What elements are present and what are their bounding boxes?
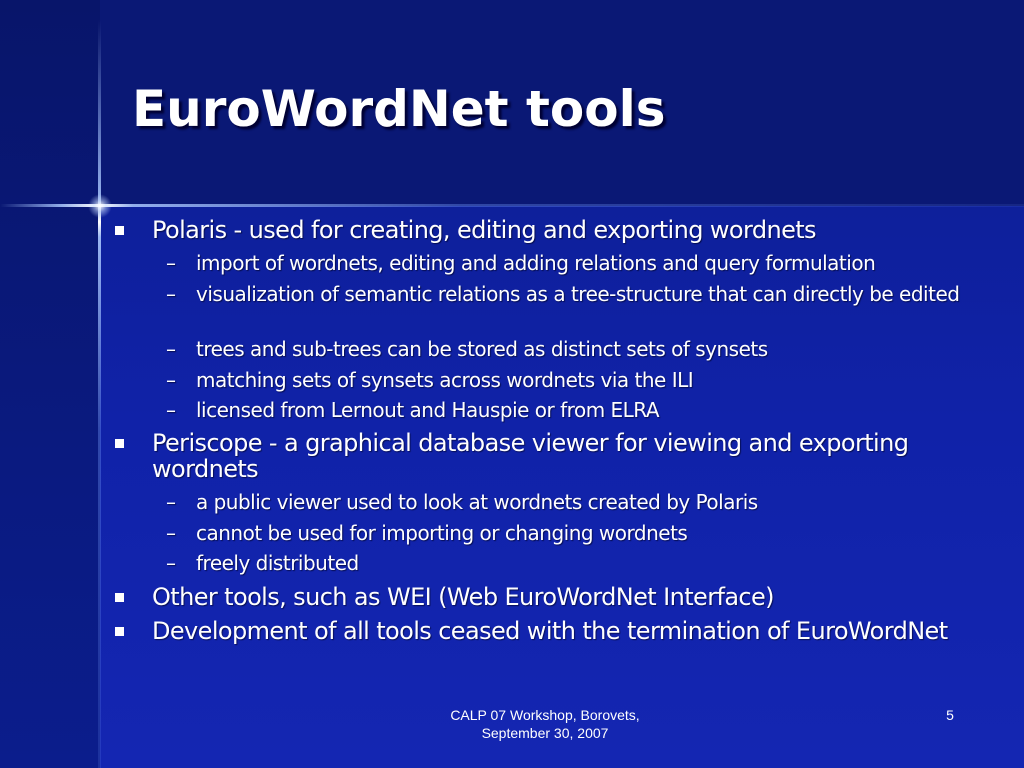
footer-line-2: September 30, 2007 (481, 725, 609, 741)
dash-marker: – (166, 282, 176, 306)
sub-bullet (166, 368, 1006, 392)
dash-marker: – (166, 337, 176, 361)
sub-bullet (166, 251, 1006, 275)
sub-bullet (166, 490, 1006, 514)
bullet-text: Other tools, such as WEI (Web EuroWordNet Interface) (152, 583, 774, 611)
dash-marker: – (166, 398, 176, 422)
sub-bullet-text: cannot be used for importing or changing wordnets (196, 521, 688, 545)
slide-title: EuroWordNet tools (132, 80, 666, 138)
sub-bullet (166, 282, 1006, 306)
square-bullet-icon (115, 439, 124, 448)
bullet-text: Periscope - a graphical database viewer for viewing and exporting wordnets (152, 429, 909, 483)
sub-bullet-text: trees and sub-trees can be stored as distinct sets of synsets (196, 337, 768, 361)
sub-bullet-text: freely distributed (196, 551, 359, 575)
square-bullet-icon (115, 593, 124, 602)
sub-bullet (166, 337, 1006, 361)
sub-bullet (166, 398, 1006, 422)
dash-marker: – (166, 490, 176, 514)
page-number: 5 (946, 707, 954, 723)
dash-marker: – (166, 551, 176, 575)
sub-bullet-text: visualization of semantic relations as a tree-structure that can directly be edited (196, 282, 960, 306)
bullet-text: Development of all tools ceased with the termination of EuroWordNet (152, 617, 948, 645)
sub-bullet-text: licensed from Lernout and Hauspie or from ELRA (196, 398, 660, 422)
sub-bullet-text: matching sets of synsets across wordnets via the ILI (196, 368, 694, 392)
bullet-development-ceased (152, 618, 1002, 644)
bullet-polaris (152, 217, 1002, 243)
dash-marker: – (166, 368, 176, 392)
square-bullet-icon (115, 226, 124, 235)
dash-marker: – (166, 251, 176, 275)
sub-bullet-text: import of wordnets, editing and adding relations and query formulation (196, 251, 876, 275)
square-bullet-icon (115, 627, 124, 636)
bullet-text: Polaris - used for creating, editing and exporting wordnets (152, 216, 816, 244)
bullet-other-tools (152, 584, 1002, 610)
footer-event (420, 706, 670, 742)
dash-marker: – (166, 521, 176, 545)
footer-line-1: CALP 07 Workshop, Borovets, (450, 707, 640, 723)
bullet-periscope (152, 430, 1002, 482)
sub-bullet (166, 551, 1006, 575)
sub-bullet (166, 521, 1006, 545)
sub-bullet-text: a public viewer used to look at wordnets created by Polaris (196, 490, 758, 514)
